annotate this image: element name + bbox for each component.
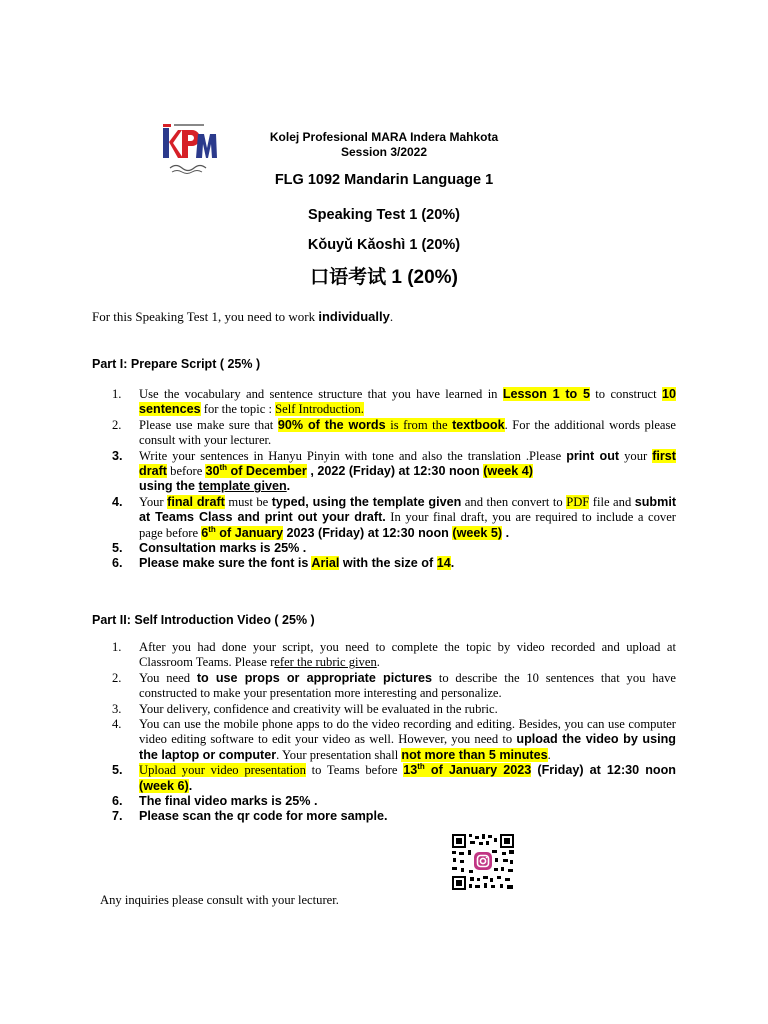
list-item: 3. Your delivery, confidence and creativity will be evaluated in the rubric. xyxy=(112,701,498,716)
list-item: 5. Consultation marks is 25% . xyxy=(112,541,307,556)
session-label: Session 3/2022 xyxy=(340,145,428,159)
footer-note: Any inquiries please consult with your lecturer. xyxy=(100,893,339,907)
list-item: 1. After you had done your script, you need to complete the topic by video recorded and upload at Classroom Teams. Please refer the rubric given. xyxy=(112,640,676,670)
list-item: 7. Please scan the qr code for more sample. xyxy=(112,809,388,824)
qr-code-icon[interactable] xyxy=(450,832,516,892)
list-item: 4. You can use the mobile phone apps to do the video recording and editing. Besides, you can use computer video editing software to edit your video as well. However, you need to upload the video by using the laptop or computer. Your presentation shall not more than 5 minutes. xyxy=(112,717,676,762)
part2-heading: Part II: Self Introduction Video ( 25% ) xyxy=(92,613,315,627)
part1-list xyxy=(112,387,676,572)
test-title: Speaking Test 1 (20%) xyxy=(307,207,461,223)
test-title-chinese: 口语考试 1 (20%) xyxy=(310,267,458,288)
test-title-pinyin: Kǒuyǔ Kǎoshì 1 (20%) xyxy=(307,237,461,253)
list-item: 2. Please use make sure that 90% of the words is from the textbook. For the additional words please consult with your lecturer. xyxy=(112,417,676,448)
part1-heading: Part I: Prepare Script ( 25% ) xyxy=(92,357,261,371)
part2-list xyxy=(112,640,676,825)
list-item: 3. Write your sentences in Hanyu Pinyin with tone and also the translation .Please print out your first draft before 30th of December , 2022 (Friday) at 12:30 noon (week 4) using the template given. xyxy=(112,448,676,494)
intro-paragraph: For this Speaking Test 1, you need to work individually. xyxy=(92,309,394,324)
list-item: 2. You need to use props or appropriate pictures to describe the 10 sentences that you have constructed to make your presentation more interesting and personalize. xyxy=(112,670,676,701)
list-item: 1. Use the vocabulary and sentence structure that you have learned in Lesson 1 to 5 to construct 10 sentences for the topic : Self Introduction. xyxy=(112,387,676,417)
list-item: 4. Your final draft must be typed, using the template given and then convert to PDF file and submit at Teams Class and print out your draft. In your final draft, you are required to include a cover page before 6th of January 2023 (Friday) at 12:30 noon (week 5) . xyxy=(112,494,677,540)
list-item: 5. Upload your video presentation to Teams before 13th of January 2023 (Friday) at 12:30 noon (week 6). xyxy=(112,762,676,793)
institution-name: Kolej Profesional MARA Indera Mahkota xyxy=(269,130,499,144)
list-item: 6. Please make sure the font is Arial with the size of 14. xyxy=(112,556,455,571)
list-item: 6. The final video marks is 25% . xyxy=(112,794,318,809)
course-title: FLG 1092 Mandarin Language 1 xyxy=(274,172,494,188)
